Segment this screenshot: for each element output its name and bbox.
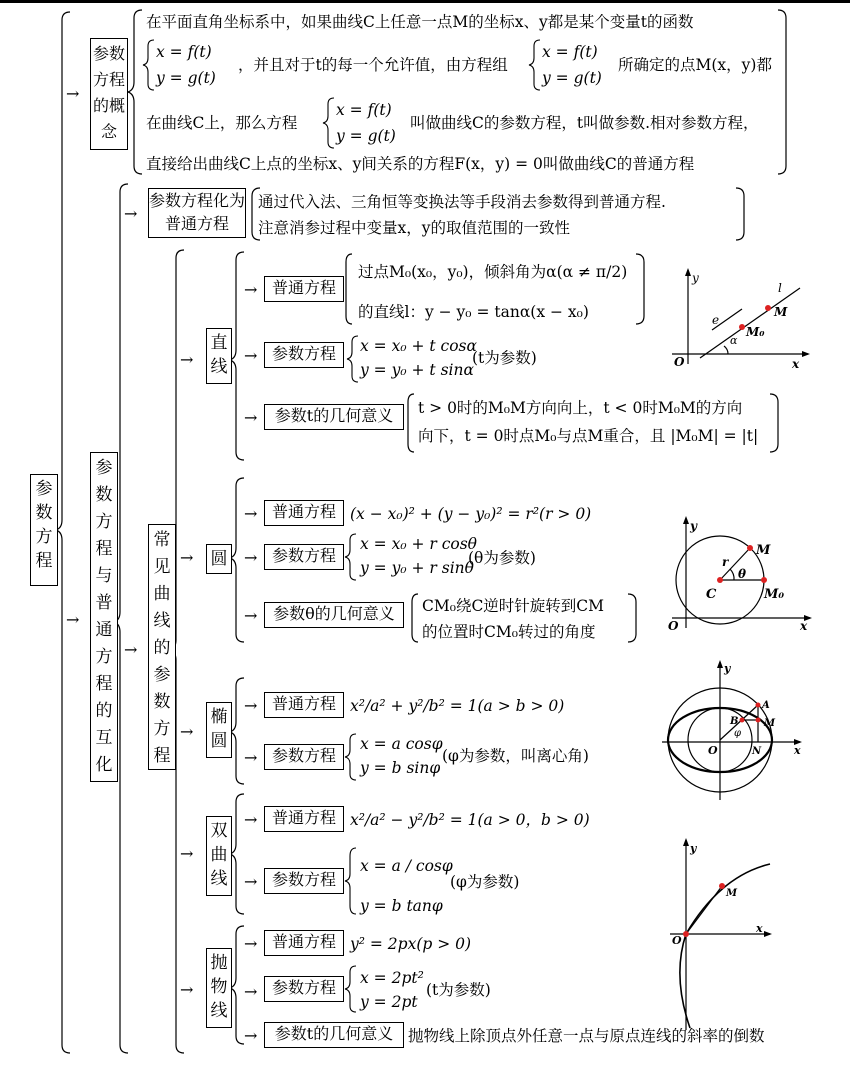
line-param-x: x = x₀ + t cosα <box>360 337 477 355</box>
arrow-icon: → <box>244 548 258 567</box>
line-normal-1: 过点M₀(x₀，y₀)，倾斜角为α(α ≠ π/2) <box>358 263 628 281</box>
line-meaning-label: 参数t的几何意义 <box>274 406 394 425</box>
to-normal-line-1: 通过代入法、三角恒等变换法等手段消去参数得到普通方程. <box>258 193 666 211</box>
circle-meaning-label: 参数θ的几何意义 <box>273 604 395 623</box>
arrow-icon: → <box>244 872 258 891</box>
fig-circle-x: x <box>800 619 808 633</box>
circle-meaning-2: 的位置时CM₀转过的角度 <box>422 623 596 641</box>
concept-eq-x: x = f(t) <box>336 101 392 119</box>
parabola-meaning-label: 参数t的几何意义 <box>274 1024 394 1043</box>
arrow-icon: → <box>180 722 194 741</box>
concept-line-2: ，并且对于t的每一个允许值，由方程组 <box>238 56 508 74</box>
line-normal-2: 的直线l：y − y₀ = tanα(x − x₀) <box>358 303 589 321</box>
parabola-normal-label: 普通方程 <box>271 932 336 951</box>
fig-line-O: O <box>674 355 685 369</box>
concept-eq-x: x = f(t) <box>542 43 598 61</box>
concept-label: 参数方程的概念 <box>92 44 125 141</box>
fig-ellipse-O: O <box>708 744 718 757</box>
arrow-icon: → <box>244 1026 258 1045</box>
arrow-icon: → <box>180 548 194 567</box>
fig-circle-O: O <box>668 619 679 633</box>
arrow-icon: → <box>244 280 258 299</box>
arrow-icon: → <box>244 346 258 365</box>
fig-ellipse-y: y <box>724 662 731 675</box>
ellipse-param-note: (φ为参数，叫离心角) <box>442 747 589 765</box>
fig-ellipse-x: x <box>794 744 801 757</box>
fig-ellipse-phi: φ <box>734 728 742 739</box>
ellipse-param-x: x = a cosφ <box>360 735 443 753</box>
arrow-icon: → <box>244 810 258 829</box>
circle-normal-eq: (x − x₀)² + (y − y₀)² = r²(r > 0) <box>350 505 592 523</box>
concept-eq-y: y = g(t) <box>542 69 602 87</box>
parabola-param-y: y = 2pt <box>360 993 418 1011</box>
parabola-normal-eq: y² = 2px(p > 0) <box>350 935 472 953</box>
arrow-icon: → <box>180 350 194 369</box>
fig-line-l: l <box>778 281 782 295</box>
line-param-note: (t为参数) <box>472 349 537 367</box>
line-normal-label: 普通方程 <box>271 278 336 297</box>
fig-circle-y: y <box>690 519 697 533</box>
arrow-icon: → <box>244 934 258 953</box>
parabola-meaning-text: 抛物线上除顶点外任意一点与原点连线的斜率的倒数 <box>408 1027 765 1045</box>
circle-param-label: 参数方程 <box>271 546 336 565</box>
line-meaning-2: 向下，t = 0时点M₀与点M重合，且 |M₀M| = |t| <box>418 427 759 445</box>
line-param-y: y = y₀ + t sinα <box>360 361 474 379</box>
line-meaning-1: t > 0时的M₀M方向向上，t < 0时M₀M的方向 <box>418 399 743 417</box>
parabola-param-x: x = 2pt² <box>360 969 424 987</box>
fig-ellipse-N: N <box>752 746 762 757</box>
fig-line-alpha: α <box>730 334 738 347</box>
concept-line-6: 直接给出曲线C上点的坐标x、y间关系的方程F(x，y) = 0叫做曲线C的普通方程 <box>146 155 695 173</box>
arrow-icon: → <box>124 204 138 223</box>
arrow-icon: → <box>124 640 138 659</box>
arrow-icon: → <box>244 696 258 715</box>
arrow-icon: → <box>244 504 258 523</box>
fig-ellipse-B: B <box>730 716 739 727</box>
hyperbola-normal-eq: x²/a² − y²/b² = 1(a > 0，b > 0) <box>350 811 590 829</box>
concept-line-3: 所确定的点M(x，y)都 <box>618 56 772 74</box>
parabola-param-label: 参数方程 <box>271 978 336 997</box>
concept-eq-x: x = f(t) <box>156 43 212 61</box>
parabola-label: 抛物线 <box>210 953 228 1021</box>
concept-eq-y: y = g(t) <box>336 127 396 145</box>
interconvert-label: 参数方程与普通方程的互化 <box>95 458 113 775</box>
parabola-param-note: (t为参数) <box>426 981 491 999</box>
fig-parabola-M: M <box>726 888 738 899</box>
fig-circle-theta: θ <box>738 567 747 581</box>
hyperbola-param-y: y = b tanφ <box>360 897 443 915</box>
circle-param-y: y = y₀ + r sinθ <box>360 559 474 577</box>
arrow-icon: → <box>66 84 80 103</box>
fig-line-x: x <box>792 357 800 371</box>
arrow-icon: → <box>244 408 258 427</box>
hyperbola-param-label: 参数方程 <box>271 870 336 889</box>
concept-eq-y: y = g(t) <box>156 69 216 87</box>
hyperbola-label: 双曲线 <box>210 821 228 889</box>
hyperbola-param-note: (φ为参数) <box>450 873 520 891</box>
circle-meaning-1: CM₀绕C逆时针旋转到CM <box>422 597 605 615</box>
circle-param-x: x = x₀ + r cosθ <box>360 535 478 553</box>
circle-param-note: (θ为参数) <box>468 549 536 567</box>
fig-parabola-y: y <box>690 842 697 855</box>
ellipse-normal-label: 普通方程 <box>271 694 336 713</box>
fig-parabola-x: x <box>756 922 763 935</box>
fig-parabola-O: O <box>672 934 682 947</box>
concept-line-5: 叫做曲线C的参数方程，t叫做参数.相对参数方程， <box>410 114 759 132</box>
circle-label: 圆 <box>210 549 228 569</box>
concept-line-1: 在平面直角坐标系中，如果曲线C上任意一点M的坐标x、y都是某个变量t的函数 <box>146 13 694 31</box>
hyperbola-param-x: x = a / cosφ <box>360 857 453 875</box>
fig-ellipse-A: A <box>762 700 770 711</box>
ellipse-normal-eq: x²/a² + y²/b² = 1(a > b > 0) <box>350 697 565 715</box>
arrow-icon: → <box>66 610 80 629</box>
fig-line-M0: M₀ <box>746 325 765 339</box>
concept-line-4: 在曲线C上，那么方程 <box>146 114 298 132</box>
arrow-icon: → <box>244 748 258 767</box>
line-param-label: 参数方程 <box>271 344 336 363</box>
root-label: 参数方程 <box>35 479 53 571</box>
fig-line-e: e <box>712 313 720 327</box>
hyperbola-normal-label: 普通方程 <box>271 808 336 827</box>
to-normal-line-2: 注意消参过程中变量x，y的取值范围的一致性 <box>258 219 570 237</box>
to-normal-label: 参数方程化为普通方程 <box>149 191 246 233</box>
arrow-icon: → <box>244 982 258 1001</box>
fig-ellipse-M: M <box>764 718 776 729</box>
arrow-icon: → <box>180 844 194 863</box>
line-label: 直线 <box>210 333 228 377</box>
fig-circle-C: C <box>706 587 717 602</box>
fig-circle-r: r <box>722 555 729 569</box>
fig-line-M: M <box>774 305 788 319</box>
ellipse-param-label: 参数方程 <box>271 746 336 765</box>
ellipse-label: 椭圆 <box>210 707 228 751</box>
fig-line-y: y <box>692 271 699 285</box>
fig-circle-M: M <box>756 543 771 558</box>
arrow-icon: → <box>244 606 258 625</box>
circle-normal-label: 普通方程 <box>271 502 336 521</box>
fig-circle-M0: M₀ <box>764 587 785 602</box>
ellipse-param-y: y = b sinφ <box>360 759 441 777</box>
arrow-icon: → <box>180 980 194 999</box>
common-label: 常见曲线的参数方程 <box>153 530 171 766</box>
